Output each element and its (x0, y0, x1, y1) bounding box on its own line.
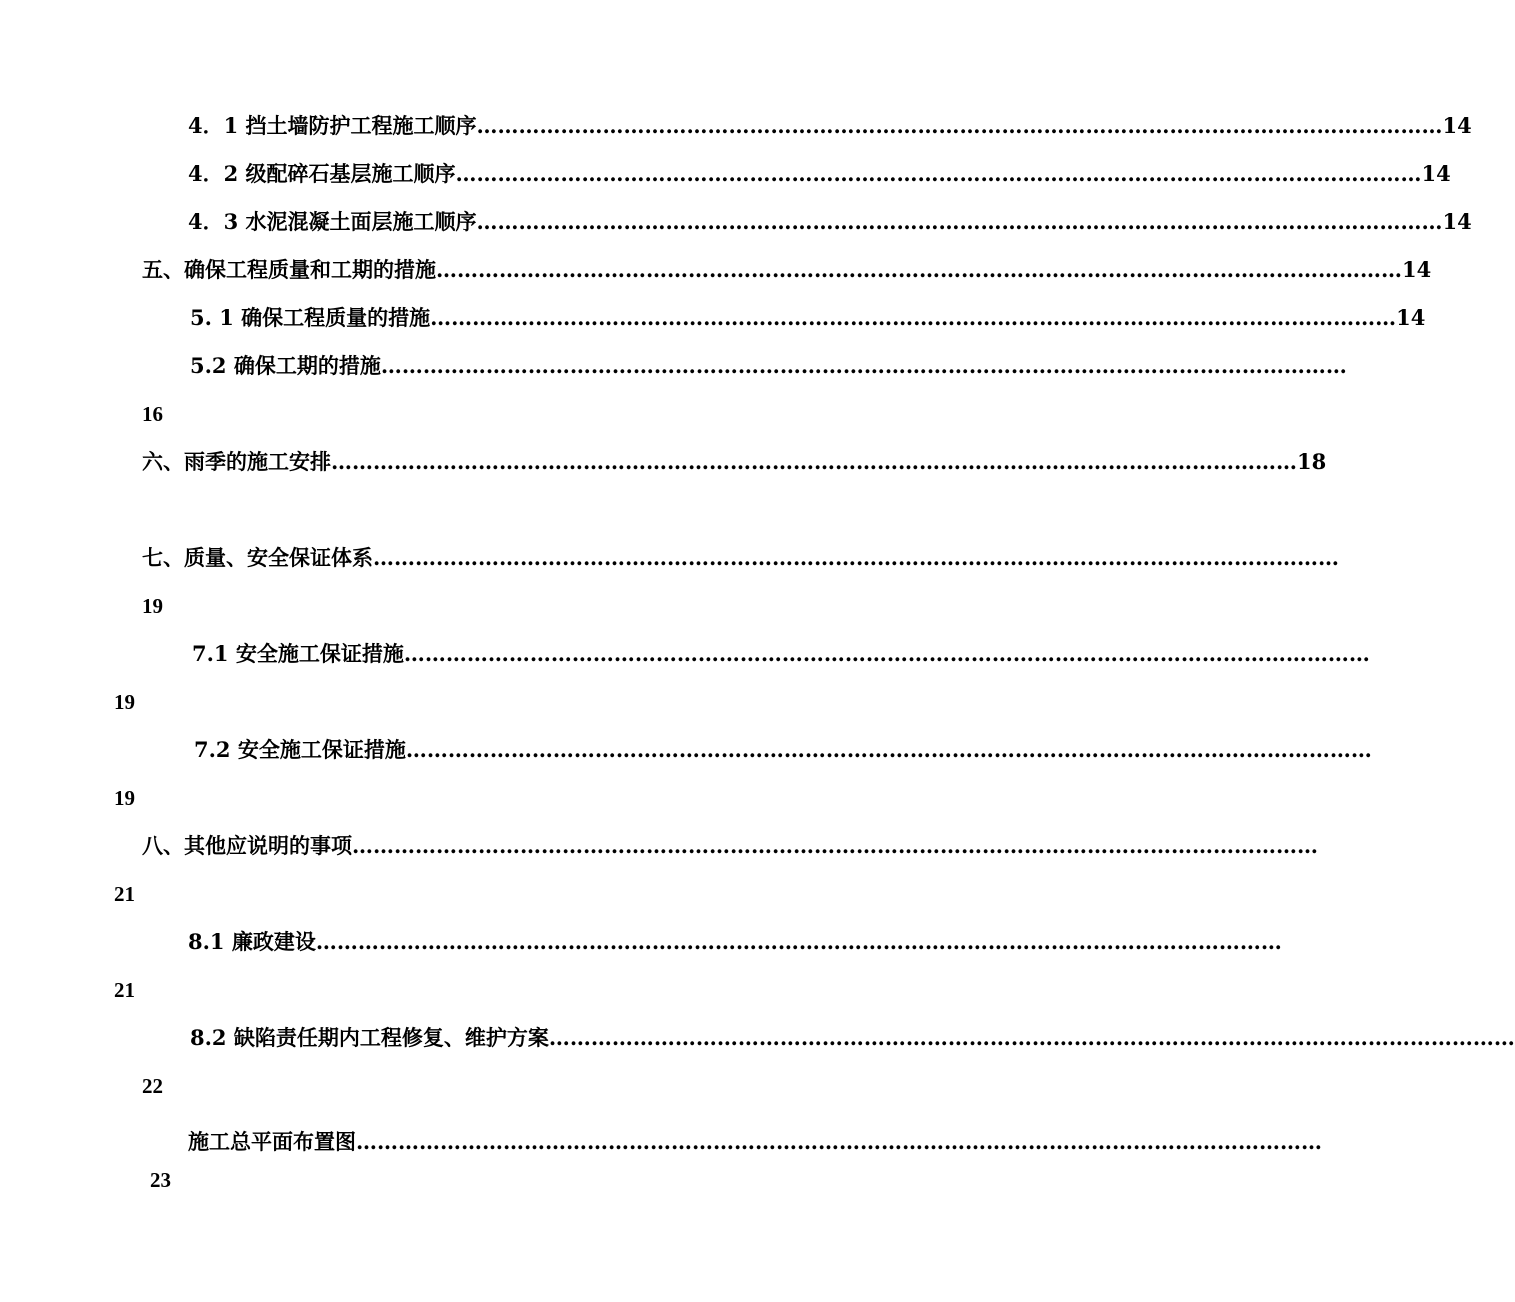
toc-entry-page: 16 (142, 402, 163, 426)
toc-entry[interactable] (188, 206, 1472, 238)
toc-entry[interactable] (190, 302, 1426, 334)
toc-leader-dots: ………………………………………………………………………………………………………………………… (436, 257, 1402, 282)
toc-entry[interactable] (142, 830, 1318, 862)
toc-entry-page: 14 (1396, 305, 1426, 330)
toc-leader-dots: ………………………………………………………………………………………………………………………… (455, 161, 1422, 186)
toc-entry[interactable] (142, 542, 1339, 574)
toc-entry[interactable] (188, 158, 1451, 190)
toc-leader-dots: ………………………………………………………………………………………………………………………… (548, 1025, 1515, 1050)
toc-leader-dots: ………………………………………………………………………………………………………………………… (476, 113, 1443, 138)
toc-entry-page: 21 (114, 882, 135, 906)
toc-entry-page: 23 (150, 1168, 171, 1192)
toc-leader-dots: ………………………………………………………………………………………………………………………… (476, 209, 1443, 234)
toc-entry-title: 施工总平面布置图 (188, 1129, 356, 1154)
toc-entry-title: 5.2 确保工期的措施 (190, 353, 381, 378)
toc-leader-dots: ………………………………………………………………………………………………………………………… (380, 353, 1347, 378)
toc-entry[interactable] (142, 446, 1327, 478)
toc-entry[interactable] (190, 1022, 1515, 1054)
toc-entry-page: 21 (114, 978, 135, 1002)
toc-entry-page: 14 (1402, 257, 1432, 282)
toc-entry-page: 14 (1421, 161, 1451, 186)
toc-entry-title: 六、雨季的施工安排 (142, 449, 331, 474)
toc-leader-dots: ………………………………………………………………………………………………………………………… (430, 305, 1397, 330)
toc-entry-title: 7.2 安全施工保证措施 (194, 737, 406, 762)
toc-entry-title: 4．2 级配碎石基层施工顺序 (188, 161, 456, 186)
toc-leader-dots: ………………………………………………………………………………………………………………………… (352, 833, 1318, 858)
toc-entry-title: 五、确保工程质量和工期的措施 (142, 257, 436, 282)
toc-entry-title: 8.2 缺陷责任期内工程修复、维护方案 (190, 1025, 549, 1050)
toc-entry-page: 19 (114, 786, 135, 810)
toc-entry-page: 22 (142, 1074, 163, 1098)
toc-entry[interactable] (188, 1126, 1322, 1158)
toc-leader-dots: ………………………………………………………………………………………………………………………… (403, 641, 1370, 666)
toc-leader-dots: ………………………………………………………………………………………………………………………… (356, 1129, 1322, 1154)
toc-leader-dots: ………………………………………………………………………………………………………………………… (373, 545, 1339, 570)
toc-entry-title: 8.1 廉政建设 (188, 929, 316, 954)
toc-entry-title: 7.1 安全施工保证措施 (192, 641, 404, 666)
toc-leader-dots: ………………………………………………………………………………………………………………………… (331, 449, 1297, 474)
toc-leader-dots: ………………………………………………………………………………………………………………………… (405, 737, 1372, 762)
toc-entry[interactable] (188, 110, 1472, 142)
toc-entry-title: 5. 1 确保工程质量的措施 (190, 305, 431, 330)
toc-entry[interactable] (194, 734, 1372, 766)
toc-entry-title: 七、质量、安全保证体系 (142, 545, 373, 570)
toc-leader-dots: ………………………………………………………………………………………………………………………… (315, 929, 1282, 954)
toc-entry-title: 八、其他应说明的事项 (142, 833, 352, 858)
toc-entry-page: 18 (1297, 449, 1327, 474)
toc-entry[interactable] (142, 254, 1432, 286)
toc-entry[interactable] (188, 926, 1282, 958)
toc-entry-title: 4．1 挡土墙防护工程施工顺序 (188, 113, 477, 138)
toc-entry-page: 19 (114, 690, 135, 714)
toc-entry-page: 14 (1442, 209, 1472, 234)
toc-entry-page: 14 (1442, 113, 1472, 138)
toc-entry[interactable] (190, 350, 1347, 382)
toc-entry-page: 19 (142, 594, 163, 618)
toc-entry-title: 4．3 水泥混凝土面层施工顺序 (188, 209, 477, 234)
toc-entry[interactable] (192, 638, 1370, 670)
